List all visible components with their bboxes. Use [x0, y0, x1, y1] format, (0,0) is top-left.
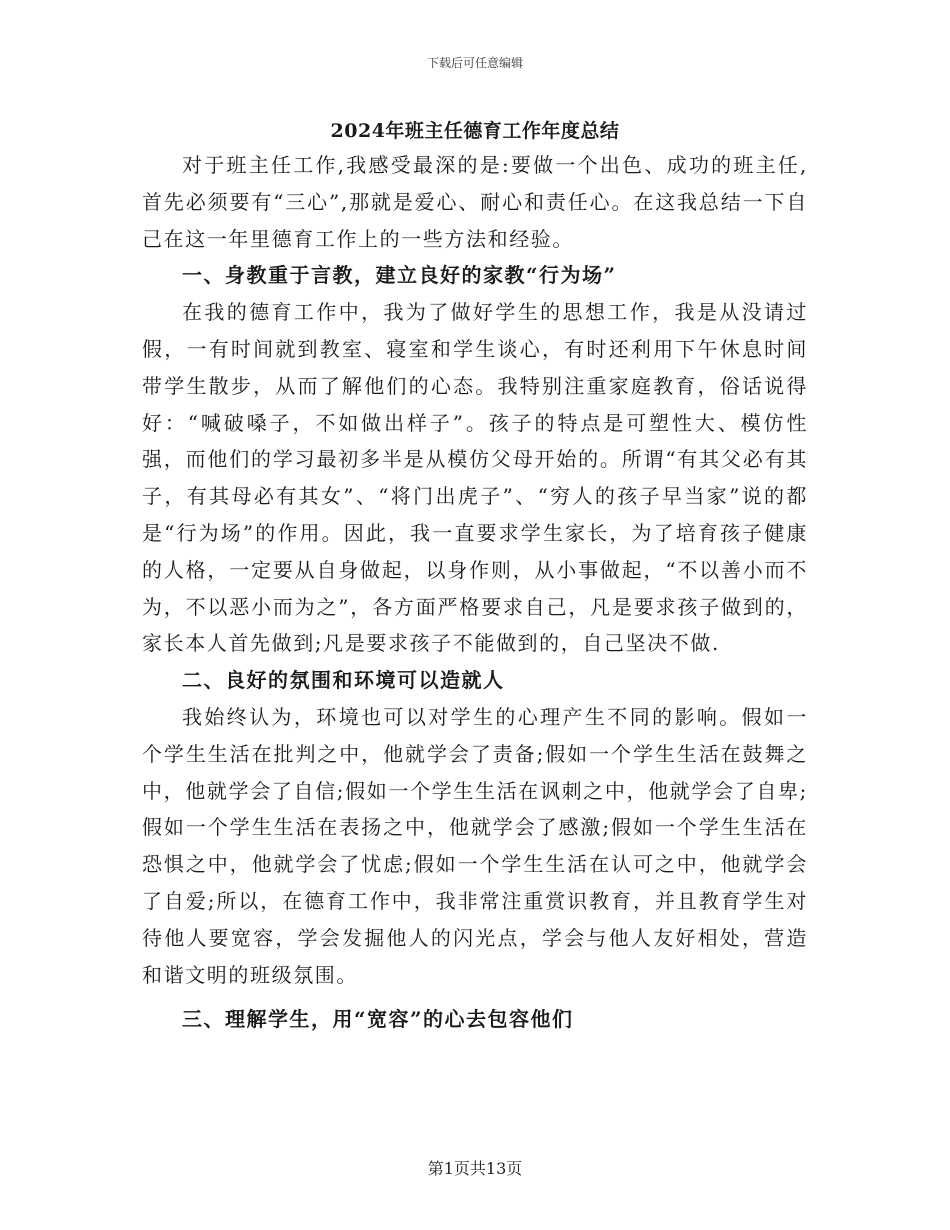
intro-paragraph: 对于班主任工作,我感受最深的是:要做一个出色、成功的班主任,首先必须要有“三心”,那就是爱心、耐心和责任心。在这我总结一下自己在这一年里德育工作上的一些方法和经验。: [142, 153, 808, 251]
section-2-paragraph: 我始终认为，环境也可以对学生的心理产生不同的影响。假如一个学生生活在批判之中，他就学会了责备;假如一个学生生活在鼓舞之中，他就学会了自信;假如一个学生生活在讽刺之中，他就学会了自卑;假如一个学生生活在表扬之中，他就学会了感激;假如一个学生生活在恐惧之中，他就学会了忧虑;假如一个学生生活在认可之中，他就学会了自爱;所以，在德育工作中，我非常注重赏识教育，并且教育学生对待他人要宽容，学会发掘他人的闪光点，学会与他人友好相处，营造和谐文明的班级氛围。: [142, 704, 808, 987]
document-body: [142, 147, 808, 1038]
section-1-paragraph: 在我的德育工作中，我为了做好学生的思想工作，我是从没请过假，一有时间就到教室、寝室和学生谈心，有时还利用下午休息时间带学生散步，从而了解他们的心态。我特别注重家庭教育，俗话说得好：“喊破嗓子，不如做出样子”。孩子的特点是可塑性大、模仿性强，而他们的学习最初多半是从模仿父母开始的。所谓“有其父必有其子，有其母必有其女”、“将门出虎子”、“穷人的孩子早当家”说的都是“行为场”的作用。因此，我一直要求学生家长，为了培育孩子健康的人格，一定要从自身做起，以身作则，从小事做起，“不以善小而不为，不以恶小而为之”，各方面严格要求自己，凡是要求孩子做到的，家长本人首先做到;凡是要求孩子不能做到的，自己坚决不做.: [142, 300, 808, 656]
section-1-heading: 一、身教重于言教，建立良好的家教“行为场”: [182, 263, 617, 288]
section-3-heading: 三、理解学生，用“宽容”的心去包容他们: [182, 1007, 574, 1032]
section-2-heading: 二、良好的氛围和环境可以造就人: [182, 668, 505, 693]
page-number-footer: 第1页共13页: [427, 1159, 523, 1178]
document-title: 2024年班主任德育工作年度总结: [330, 120, 620, 142]
header-note: 下载后可任意编辑: [426, 56, 523, 70]
